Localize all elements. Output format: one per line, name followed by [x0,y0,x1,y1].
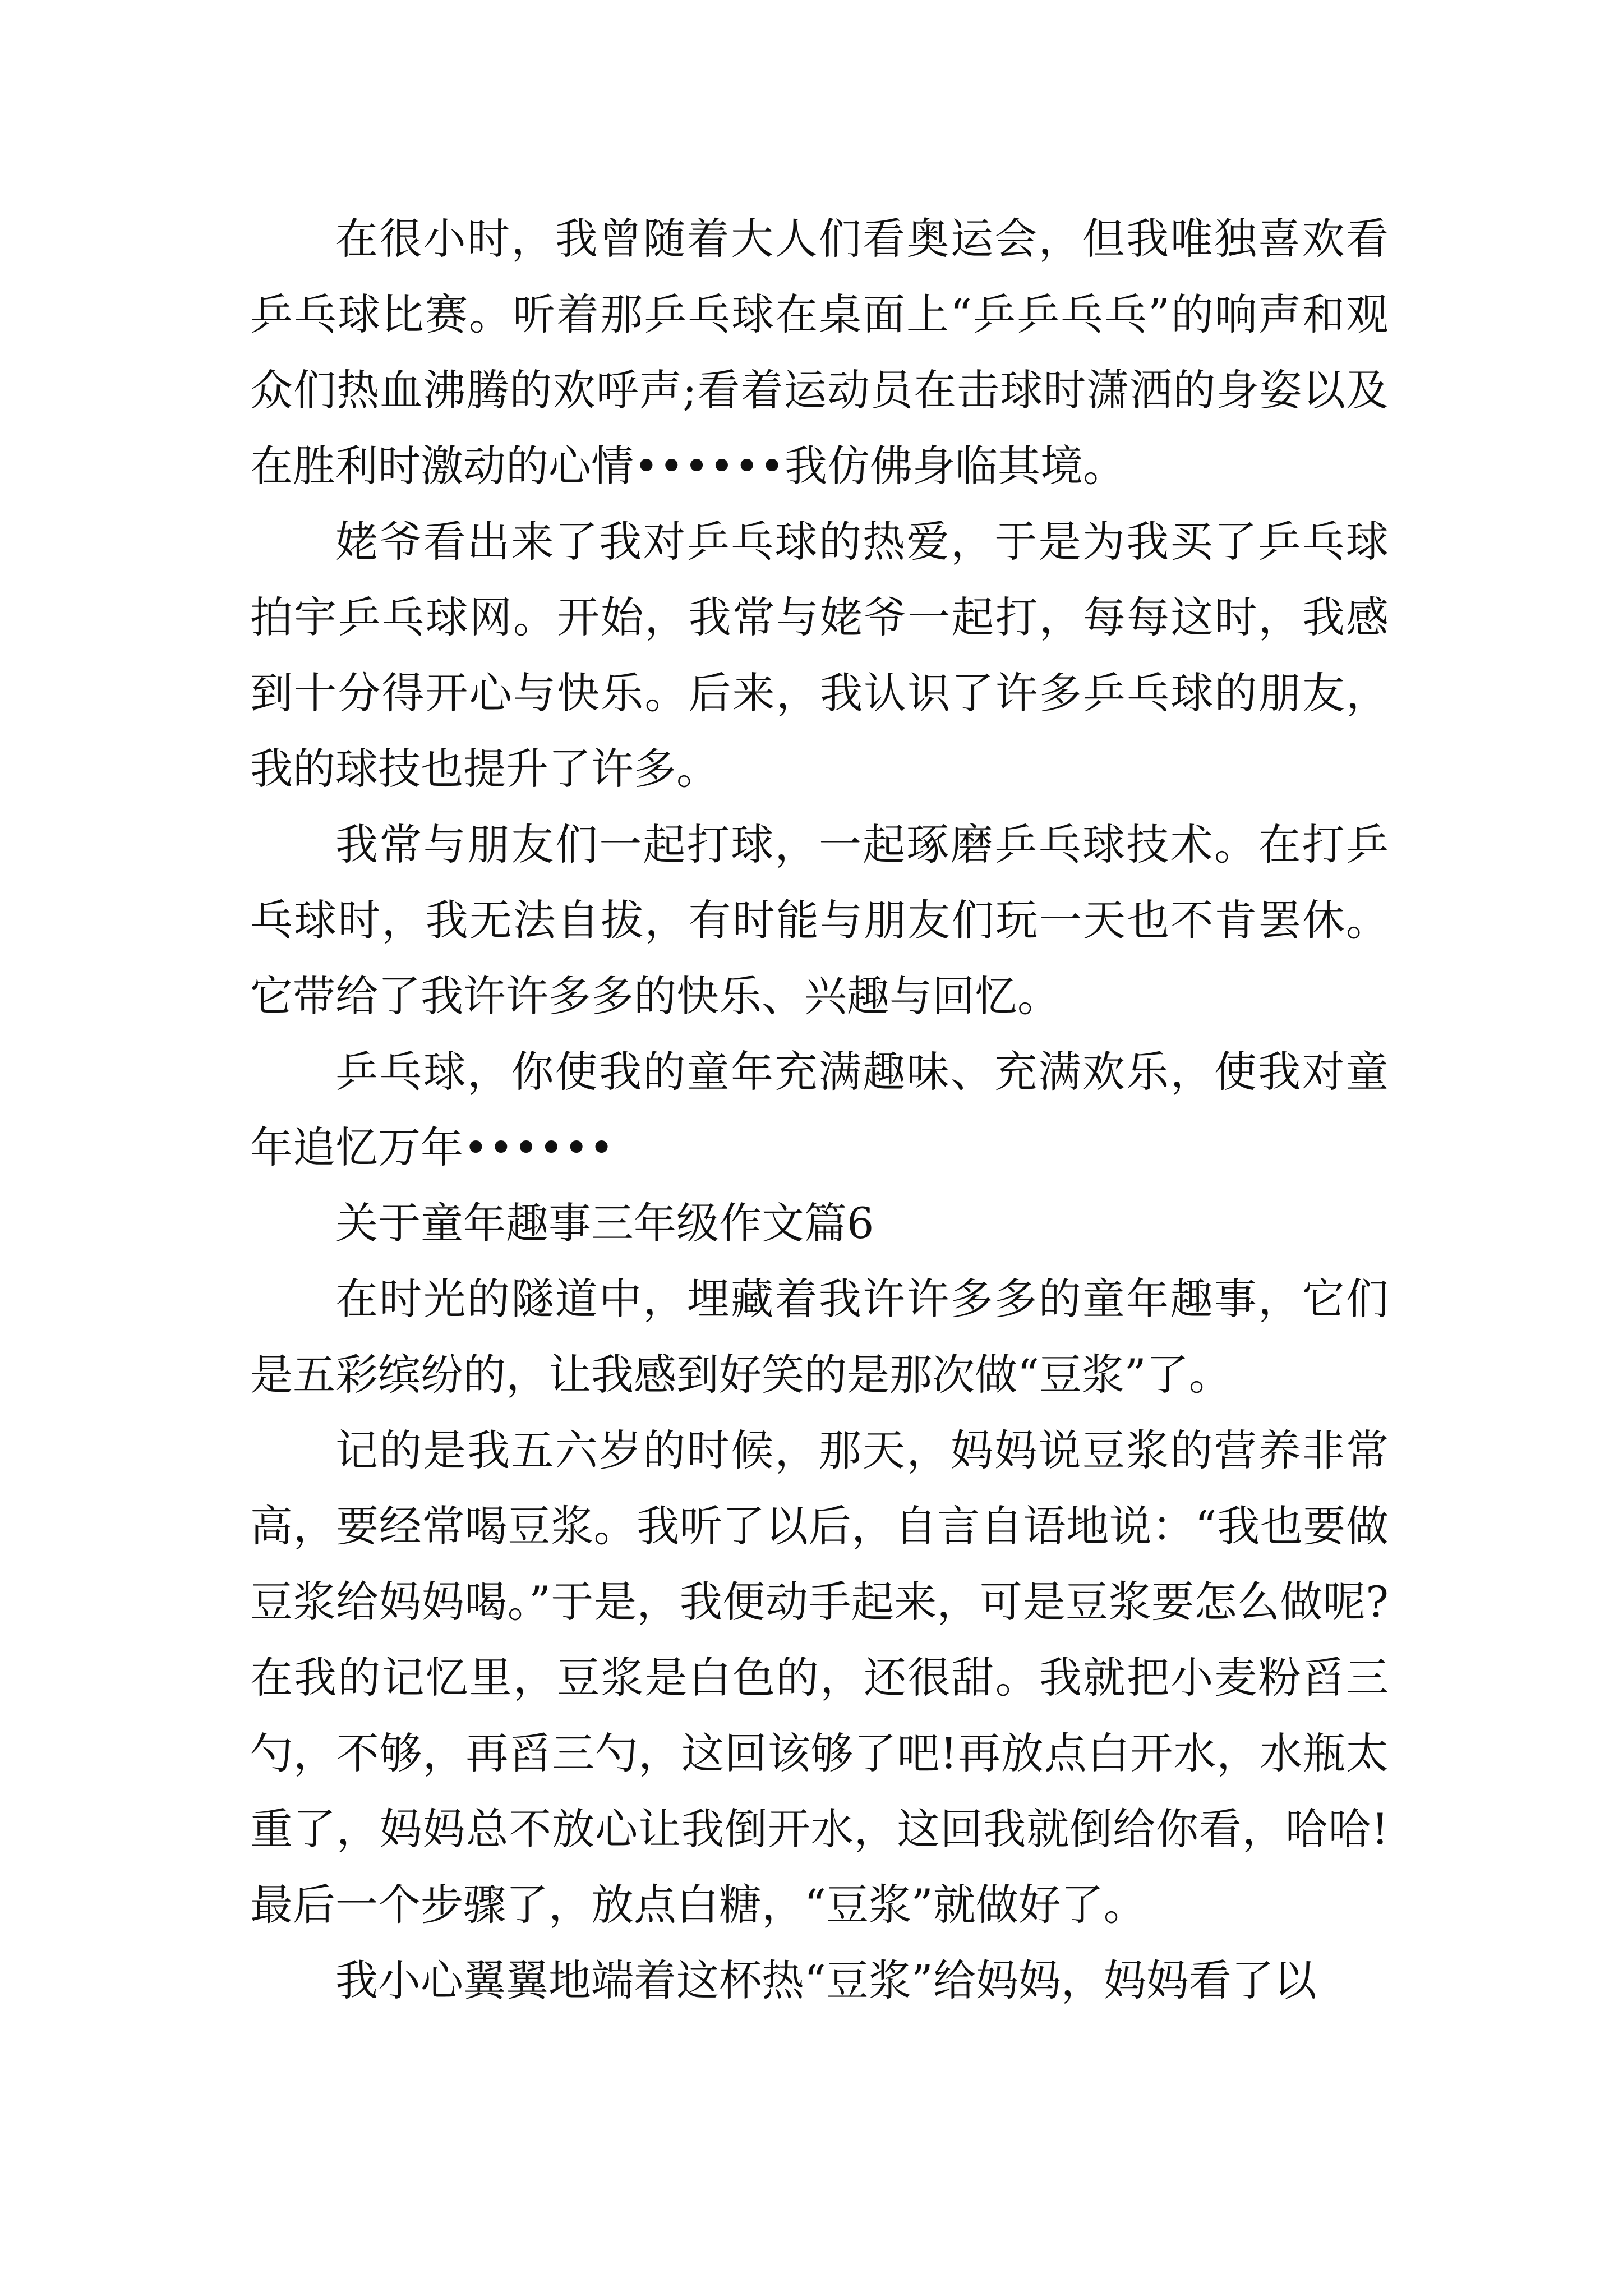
essay-body [250,201,1389,2018]
section-heading: 关于童年趣事三年级作文篇6 [335,1198,874,1248]
paragraph-7: 我小心翼翼地端着这杯热“豆浆”给妈妈，妈妈看了以 [335,1955,1317,2005]
paragraph-6: 记的是我五六岁的时候，那天，妈妈说豆浆的营养非常高，要经常喝豆浆。我听了以后，自言自语地说：“我也要做豆浆给妈妈喝。”于是，我便动手起来，可是豆浆要怎么做呢?在我的记忆里，豆浆是白色的，还很甜。我就把小麦粉舀三勺，不够，再舀三勺，这回该够了吧!再放点白开水，水瓶太重了，妈妈总不放心让我倒开水，这回我就倒给你看，哈哈!最后一个步骤了，放点白糖，“豆浆”就做好了。 [250,1425,1389,1930]
paragraph-4: 乒乓球，你使我的童年充满趣味、充满欢乐，使我对童年追忆万年•••••• [250,1047,1389,1172]
paragraph-1: 在很小时，我曾随着大人们看奥运会，但我唯独喜欢看乒乓球比赛。听着那乒乓球在桌面上“乒乒乓乓”的响声和观众们热血沸腾的欢呼声;看着运动员在击球时潇洒的身姿以及在胜利时激动的心情••••••我仿佛身临其境。 [250,214,1389,491]
paragraph-2: 姥爷看出来了我对乒乓球的热爱，于是为我买了乒乓球拍宇乒乓球网。开始，我常与姥爷一起打，每每这时，我感到十分得开心与快乐。后来，我认识了许多乒乓球的朋友，我的球技也提升了许多。 [250,517,1389,794]
paragraph-5: 在时光的隧道中，埋藏着我许许多多的童年趣事，它们是五彩缤纷的，让我感到好笑的是那次做“豆浆”了。 [250,1274,1389,1400]
paragraph-3: 我常与朋友们一起打球，一起琢磨乒乓球技术。在打乒乓球时，我无法自拔，有时能与朋友们玩一天也不肯罢休。它带给了我许许多多的快乐、兴趣与回忆。 [250,820,1389,1021]
